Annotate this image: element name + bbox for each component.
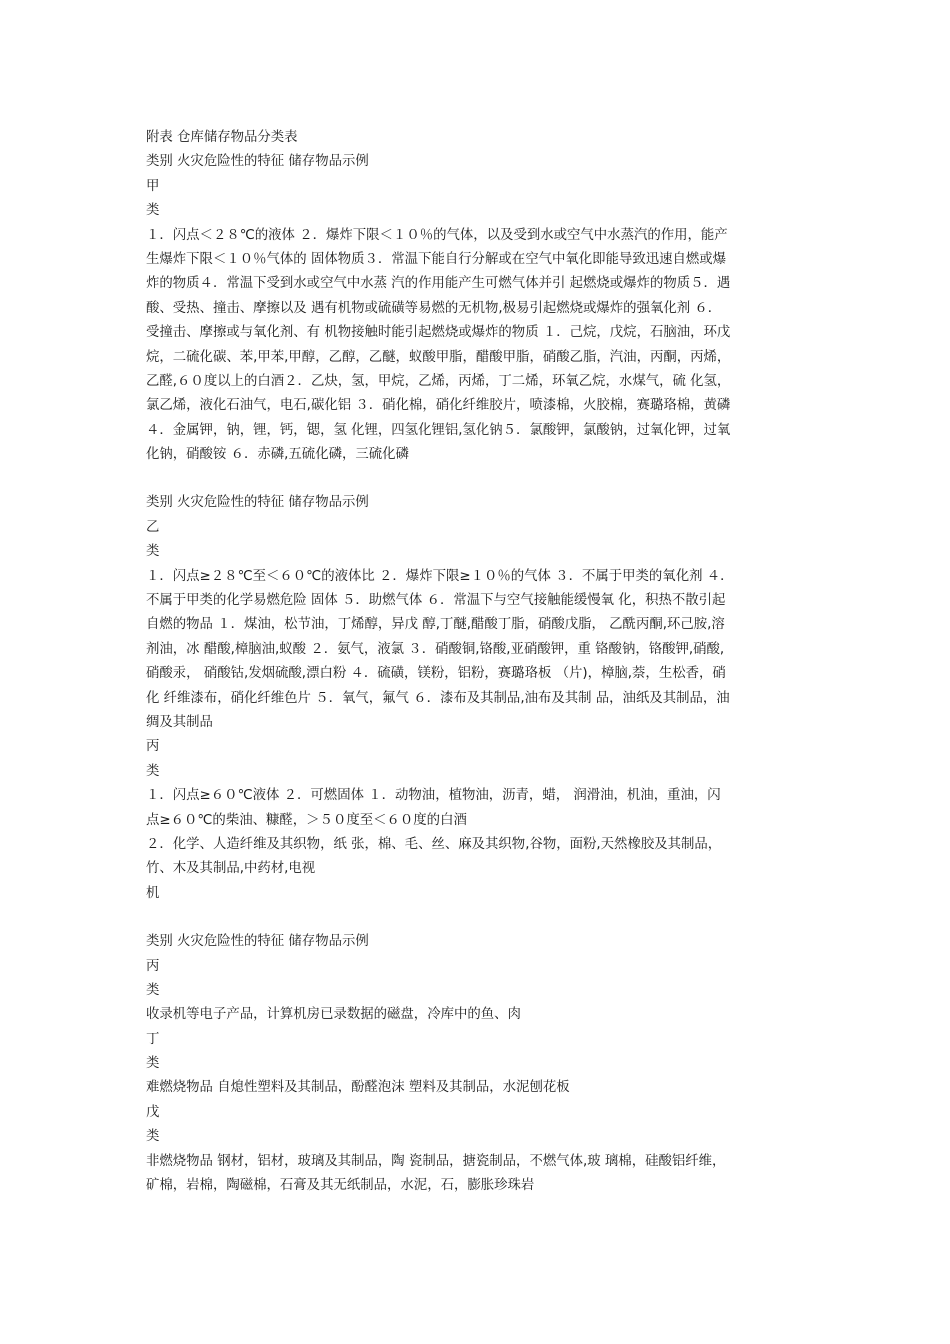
text-line: 甲 [146, 178, 160, 194]
document-section [146, 930, 810, 1198]
text-line: 化钠，硝酸铵 ６．赤磷,五硫化磷，三硫化磷 [146, 447, 409, 463]
text-line: 丙 [146, 958, 160, 974]
text-line: 乙醛,６０度以上的白酒２．乙炔，氢，甲烷，乙烯，丙烯，丁二烯，环氧乙烷，水煤气，硫 化氢， [146, 373, 731, 389]
text-line: 竹、木及其制品,中药材,电视 [146, 861, 316, 877]
text-line: 类别 火灾危险性的特征 储存物品示例 [146, 495, 369, 511]
text-line: 机 [146, 885, 160, 901]
text-line: 类 [146, 544, 160, 560]
text-line: 类 [146, 1056, 160, 1072]
text-line: １．闪点＜２８℃的液体 ２．爆炸下限＜１０％的气体，以及受到水或空气中水蒸汽的作用，能产 [146, 227, 728, 243]
text-line: 非燃烧物品 钢材，铝材，玻璃及其制品，陶 瓷制品，搪瓷制品，不燃气体,玻 璃棉，硅酸铝纤维， [146, 1153, 726, 1169]
text-line: ２．化学、人造纤维及其织物，纸 张，棉、毛、丝、麻及其织物,谷物，面粉,天然橡胶及其制品， [146, 836, 722, 852]
text-line: 类 [146, 763, 160, 779]
text-line: 类 [146, 982, 160, 998]
text-line: 戊 [146, 1104, 160, 1120]
text-line: ４．金属钾，钠，锂，钙，锶，氢 化锂，四氢化锂铝,氢化钠５．氯酸钾，氯酸钠，过氧化钾，过氧 [146, 422, 731, 438]
text-line: 类别 火灾危险性的特征 储存物品示例 [146, 934, 369, 950]
document-title: 附表 仓库储存物品分类表 [146, 130, 298, 145]
document-sections [146, 150, 810, 1198]
text-line: 自燃的物品 １．煤油，松节油，丁烯醇，异戊 醇,丁醚,醋酸丁脂，硝酸戊脂， 乙酰丙酮,环己胺,溶 [146, 617, 725, 633]
text-line: 乙 [146, 519, 160, 535]
text-line: 难燃烧物品 自熄性塑料及其制品，酚醛泡沫 塑料及其制品，水泥刨花板 [146, 1080, 570, 1096]
text-line: 硝酸汞， 硝酸钴,发烟硫酸,漂白粉 ４．硫磺，镁粉，铝粉，赛璐珞板 （片)，樟脑,萘，生松香，硝 [146, 666, 726, 682]
section-gap [146, 467, 810, 491]
text-line: 酸、受热、撞击、摩擦以及 遇有机物或硫磺等易燃的无机物,极易引起燃烧或爆炸的强氧化剂 ６． [146, 300, 722, 316]
text-line: 类 [146, 1129, 160, 1145]
text-line: 类 [146, 203, 160, 219]
text-line: １．闪点≥６０℃液体 ２．可燃固体 １．动物油，植物油，沥青，蜡， 润滑油，机油，重油，闪 [146, 788, 721, 804]
text-line: 炸的物质４．常温下受到水或空气中水蒸 汽的作用能产生可燃气体并引 起燃烧或爆炸的物质５．遇 [146, 276, 731, 292]
document-section [146, 150, 810, 467]
text-line: 丁 [146, 1031, 160, 1047]
text-line: 丙 [146, 739, 160, 755]
text-line: 点≥６０℃的柴油、糠醛，＞５０度至＜６０度的白酒 [146, 812, 467, 828]
text-line: 类别 火灾危险性的特征 储存物品示例 [146, 154, 369, 170]
document-section [146, 491, 810, 906]
text-line: 受撞击、摩擦或与氧化剂、有 机物接触时能引起燃烧或爆炸的物质 １．己烷，戊烷，石脑油，环戊 [146, 325, 731, 341]
text-line: 收录机等电子产品，计算机房已录数据的磁盘，冷库中的鱼、肉 [146, 1007, 521, 1023]
text-line: 矿棉，岩棉，陶磁棉，石膏及其无纸制品，水泥，石，膨胀珍珠岩 [146, 1178, 535, 1194]
document-body [146, 126, 810, 1198]
text-line: 氯乙烯，液化石油气，电石,碳化铝 ３．硝化棉，硝化纤维胶片，喷漆棉，火胶棉，赛璐珞棉，黄磷 [146, 398, 731, 414]
text-line: 不属于甲类的化学易燃危险 固体 ５．助燃气体 ６．常温下与空气接触能缓慢氧 化，积热不散引起 [146, 593, 726, 609]
text-line: 化 纤维漆布，硝化纤维色片 ５．氧气，氟气 ６．漆布及其制品,油布及其制 品，油纸及其制品，油 [146, 690, 730, 706]
section-gap [146, 906, 810, 930]
text-line: 剂油，冰 醋酸,樟脑油,蚁酸 ２．氨气，液氯 ３．硝酸铜,铬酸,亚硝酸钾，重 铬酸钠，铬酸钾,硝酸, [146, 641, 725, 657]
text-line: 烷，二硫化碳、苯,甲苯,甲醇，乙醇，乙醚，蚁酸甲脂，醋酸甲脂，硝酸乙脂，汽油，丙酮，丙烯， [146, 349, 731, 365]
text-line: １．闪点≥２８℃至＜６０℃的液体比 ２．爆炸下限≥１０％的气体 ３．不属于甲类的氧化剂 ４． [146, 568, 734, 584]
text-line: 绸及其制品 [146, 714, 213, 730]
text-line: 生爆炸下限＜１０％气体的 固体物质３．常温下能自行分解或在空气中氧化即能导致迅速自燃或爆 [146, 251, 727, 267]
